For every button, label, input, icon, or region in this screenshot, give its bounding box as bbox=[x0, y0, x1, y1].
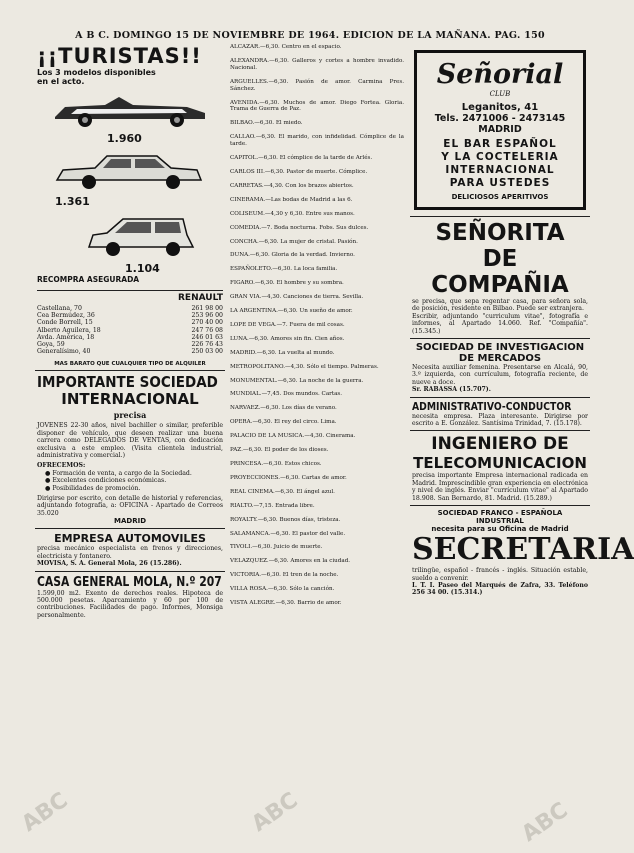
senorial-club: CLUB bbox=[489, 90, 511, 98]
secretaria-body: trilingüe, español - francés - inglés. Situación estable, sueldo a convenir. bbox=[412, 567, 588, 582]
secretaria-top-2: INDUSTRIAL bbox=[476, 517, 524, 526]
sociedad-bullet: ● Posibilidades de promoción. bbox=[45, 484, 141, 492]
ingeniero-title-2: TELECOMUNICACION bbox=[413, 454, 587, 473]
secretaria-ad bbox=[410, 506, 634, 600]
sociedad-body: JOVENES 22-30 años, nivel bachiller o similar, preferible disponer de vehículo, que deseen realizar una buena carrera como DELEGADOS DE VENTAS, con dedicación exclusiva a este empleo. (Visita clientela industrial, administrativa y comercial.) bbox=[37, 422, 223, 460]
listing-item: RIALTO.—7,15. Entrada libre. bbox=[230, 502, 315, 509]
hatchback-car-image bbox=[37, 209, 217, 261]
senorita-ad bbox=[410, 216, 590, 339]
renault-brand: RENAULT bbox=[37, 290, 223, 303]
watermark: ABC bbox=[17, 787, 73, 838]
administrativo-body: necesita empresa. Plaza interesante. Dirigirse por escrito a E. González. Santísima Trinidad, 7. (15.178). bbox=[412, 412, 588, 428]
listing-item: PAZ.—6,30. El poder de los dioses. bbox=[230, 447, 329, 454]
listing-item: CINERAMA.—Las bodas de Madrid a las 6. bbox=[230, 196, 353, 203]
secretaria-top-3: necesita para su Oficina de Madrid bbox=[431, 525, 569, 534]
listing-item: CARRETAS.—4,30. Con los brazos abiertos. bbox=[230, 182, 354, 189]
sociedad-ad bbox=[35, 371, 225, 529]
senorial-line: PARA USTEDES bbox=[449, 177, 551, 189]
senorial-lines bbox=[421, 138, 579, 190]
secretaria-contacto: I. T. I. Paseo del Marqués de Zafra, 33. Teléfono 256 34 00. (15.314.) bbox=[412, 581, 588, 597]
cinema-listings bbox=[230, 44, 404, 607]
price-2: 1.361 bbox=[55, 195, 90, 208]
ingeniero-body: precisa importante Empresa internacional radicada en Madrid. Imprescindible gran experiencia en electrónica y nivel de inglés. Enviar "currículum vitae" al Apartado 18.908. San Bernardo, 81. Madrid. (15.289.) bbox=[412, 472, 588, 502]
senorita-contacto: Escribir, adjuntando "curriculum vitae", fotografía e informes, al Apartado 14.060. Ref. "Compañía". (15.345.) bbox=[412, 312, 588, 335]
ingeniero-title-1: INGENIERO DE bbox=[431, 434, 569, 455]
listing-item: CAPITOL.—6,30. El cómplice de la tarde de Arlés. bbox=[230, 155, 373, 162]
dealer-row bbox=[37, 348, 223, 355]
page-header: A B C. DOMINGO 15 DE NOVIEMBRE DE 1964. EDICION DE LA MAÑANA. PAG. 150 bbox=[75, 30, 545, 41]
listing-item: PRINCESA.—6,30. Estos chicos. bbox=[230, 461, 322, 467]
dealer-row bbox=[37, 334, 223, 341]
dealer-phone: 253 96 00 bbox=[191, 312, 223, 320]
recompra-label: RECOMPRA ASEGURADA bbox=[37, 275, 140, 284]
senorita-body: se precisa, que sepa regentar casa, para señora sola, de posición, residente en Bilbao. Puede ser extranjera. bbox=[412, 298, 588, 313]
listing-item: METROPOLITANO.—4,30. Sólo el tiempo. Palmeras. bbox=[230, 363, 379, 370]
turistas-title: ¡¡TURISTAS!! bbox=[37, 44, 202, 68]
listing-item: BILBAO.—6,30. El miedo. bbox=[230, 120, 303, 127]
administrativo-ad bbox=[410, 398, 590, 432]
sociedad-precisa: precisa bbox=[113, 410, 147, 421]
senorial-city: MADRID bbox=[478, 124, 522, 135]
sociedad-bullet: ● Excelentes condiciones económicas. bbox=[45, 477, 167, 485]
dealer-row bbox=[37, 327, 223, 334]
listing-item: CARLOS III.—6,30. Pastor de muerte. Cómplice. bbox=[230, 168, 368, 175]
dealer-phone: 261 98 00 bbox=[191, 305, 223, 312]
dealer-phone: 246 01 63 bbox=[191, 333, 223, 341]
dealer-row bbox=[37, 341, 223, 348]
dealer-phone: 250 03 00 bbox=[191, 348, 223, 356]
listing-item: NARVAEZ.—6,30. Los días de verano. bbox=[230, 405, 337, 412]
right-column bbox=[410, 44, 634, 834]
listing-item: ALEXANDRA.—6,30. Galleros y cortes a hombre invadido. Nacional. bbox=[230, 57, 404, 71]
price-3: 1.104 bbox=[125, 262, 160, 275]
senorial-line: EL BAR ESPAÑOL bbox=[443, 138, 557, 150]
investigacion-title-2: DE MERCADOS bbox=[458, 353, 542, 365]
dealer-name: Cea Bermúdez, 36 bbox=[37, 312, 95, 320]
listing-item: LOPE DE VEGA.—7. Fuera de mil cosas. bbox=[230, 321, 345, 328]
sedan-car-image bbox=[37, 146, 217, 194]
secretaria-title: SECRETARIA bbox=[412, 532, 634, 568]
senorial-ad bbox=[414, 50, 586, 210]
listing-item: FIGARO.—6,30. El hombre y su sombra. bbox=[230, 280, 344, 287]
dealer-name: Generalísimo, 40 bbox=[37, 348, 91, 356]
ingeniero-ad bbox=[410, 431, 590, 506]
sociedad-bullet: ● Formación de venta, a cargo de la Sociedad. bbox=[45, 469, 192, 477]
turistas-ad bbox=[35, 44, 225, 371]
dealer-row bbox=[37, 319, 223, 326]
sociedad-ciudad: MADRID bbox=[114, 517, 146, 526]
price-1: 1.960 bbox=[107, 132, 142, 145]
listing-item: PALACIO DE LA MUSICA.—4,30. Cinerama. bbox=[230, 433, 356, 440]
dealer-list bbox=[37, 305, 223, 355]
senorial-address: Leganitos, 41 bbox=[461, 102, 539, 113]
dealer-name: Avda. América, 18 bbox=[37, 333, 95, 341]
dealer-phone: 270 40 00 bbox=[191, 319, 223, 327]
listing-item: COLISEUM.—4,30 y 6,30. Entre sus manos. bbox=[230, 210, 355, 217]
dealer-name: Alberto Aguilera, 18 bbox=[37, 326, 101, 334]
left-column bbox=[35, 44, 225, 834]
listing-item: VILLA ROSA.—6,30. Sólo la canción. bbox=[230, 586, 335, 593]
listing-item: CONCHA.—6,30. La mujer de cristal. Pasión. bbox=[230, 238, 358, 245]
listing-item: ALCAZAR.—6,30. Centro en el espacio. bbox=[230, 44, 342, 50]
casa-ad bbox=[35, 572, 225, 623]
senorial-tel: Tels. 2471006 - 2473145 bbox=[434, 113, 566, 124]
dealer-phone: 226 76 43 bbox=[191, 341, 223, 349]
listing-item: OPERA.—6,30. El rey del circo. Lima. bbox=[230, 419, 337, 426]
investigacion-firma: Sr. RABASSA (15.707). bbox=[412, 386, 491, 394]
listing-item: ROYALTY.—6,30. Buenos días, tristeza. bbox=[230, 516, 341, 523]
empresa-ad bbox=[35, 529, 225, 571]
convertible-car-image bbox=[37, 87, 217, 131]
listing-item: LA ARGENTINA.—6,30. Un sueño de amor. bbox=[230, 308, 353, 315]
senorial-line: INTERNACIONAL bbox=[445, 164, 555, 176]
dealer-row bbox=[37, 312, 223, 319]
watermark: ABC bbox=[247, 787, 303, 838]
turistas-footer: MAS BARATO QUE CUALQUIER TIPO DE ALQUILER bbox=[54, 361, 206, 368]
investigacion-ad bbox=[410, 339, 590, 398]
senorial-name: Señorial bbox=[436, 59, 564, 90]
listing-item: VISTA ALEGRE.—6,30. Barrio de amor. bbox=[230, 600, 342, 607]
turistas-subtitle: Los 3 modelos disponibles en el acto. bbox=[37, 68, 156, 86]
listing-item: DUNA.—6,30. Gloria de la verdad. Invierno. bbox=[230, 252, 355, 259]
senorial-line: Y LA COCTELERIA bbox=[441, 151, 559, 163]
dealer-row bbox=[37, 305, 223, 312]
empresa-contacto: MOVISA, S. A. General Mola, 26 (15.286). bbox=[37, 560, 182, 568]
casa-title: CASA GENERAL MOLA, N.º 207 bbox=[37, 574, 222, 590]
listing-item: LUNA.—6,30. Amores sin fin. Cien años. bbox=[230, 335, 345, 342]
listing-item: SALAMANCA.—6,30. El pastor del valle. bbox=[230, 530, 346, 537]
casa-body: 1.599,00 m2. Exento de derechos reales. Hipoteca de 500.000 pesetas. Aparcamiento y 60 por 100 de contribuciones. Facilidades de pago. Informes, Monsiga personalmente. bbox=[37, 589, 223, 619]
empresa-title: EMPRESA AUTOMOVILES bbox=[54, 532, 206, 546]
sociedad-title-2: INTERNACIONAL bbox=[61, 390, 199, 409]
listing-item: TIVOLI.—6,30. Juicio de muerte. bbox=[230, 544, 323, 551]
sociedad-bullets bbox=[37, 470, 223, 492]
sociedad-ofrecemos: OFRECEMOS: bbox=[37, 462, 86, 470]
dealer-name: Goya, 59 bbox=[37, 341, 65, 349]
dealer-name: Conde Borrell, 15 bbox=[37, 319, 93, 327]
senorial-aperitivos: DELICIOSOS APERITIVOS bbox=[451, 193, 549, 201]
senorita-title-1: SEÑORITA bbox=[435, 220, 565, 246]
dealer-phone: 247 76 08 bbox=[191, 326, 223, 334]
sociedad-contacto: Dirigirse por escrito, con detalle de historial y referencias, adjuntando fotografía, a: OFICINA - Apartado de Correos 35.020 bbox=[37, 495, 223, 517]
watermark: ABC bbox=[517, 797, 573, 848]
investigacion-title-1: SOCIEDAD DE INVESTIGACION bbox=[415, 342, 585, 354]
listing-item: VICTORIA.—6,30. El tren de la noche. bbox=[230, 572, 339, 579]
listing-item: PROYECCIONES.—6,30. Cartas de amor. bbox=[230, 474, 347, 481]
listing-item: ESPAÑOLETO.—6,30. La loca familia. bbox=[230, 266, 338, 273]
administrativo-title: ADMINISTRATIVO-CONDUCTOR bbox=[412, 400, 572, 413]
listing-item: CALLAO.—6,30. El marido, con infidelidad. Cómplice de la tarde. bbox=[230, 134, 404, 148]
listing-item: COMEDIA.—7. Boda nocturna. Fobs. Sus dulces. bbox=[230, 224, 369, 231]
empresa-body: precisa mecánico especialista en frenos y direcciones, electricista y fontanero. bbox=[37, 545, 223, 560]
listing-item: REAL CINEMA.—6,30. El ángel azul. bbox=[230, 488, 335, 495]
sociedad-title-1: IMPORTANTE SOCIEDAD bbox=[37, 373, 218, 392]
cinema-listings-column bbox=[230, 44, 404, 834]
dealer-name: Castellana, 70 bbox=[37, 305, 82, 312]
listing-item: MUNDIAL.—7,45. Dos mundos. Cartas. bbox=[230, 391, 343, 398]
secretaria-top-1: SOCIEDAD FRANCO - ESPAÑOLA bbox=[437, 509, 563, 518]
senorita-title-2: DE COMPAÑIA bbox=[431, 246, 569, 298]
listing-item: MADRID.—6,30. La vuelta al mundo. bbox=[230, 349, 335, 356]
listing-item: VELAZQUEZ.—6,30. Amores en la ciudad. bbox=[230, 558, 351, 565]
listing-item: MONUMENTAL.—6,30. La noche de la guerra. bbox=[230, 377, 364, 384]
listing-item: AVENIDA.—6,30. Muchos de amor. Diego Fortea. Gloria. Trama de Guerra de Paz. bbox=[230, 99, 404, 113]
listing-item: GRAN VIA.—4,30. Canciones de tierra. Sevilla. bbox=[230, 294, 364, 301]
investigacion-body: Necesita auxiliar femenina. Presentarse en Alcalá, 90, 3.º izquierda, con currículum, fotografía reciente, de nueve a doce. bbox=[412, 364, 588, 386]
listing-item: ARGUELLES.—6,30. Pasión de amor. Carmina Pres. Sánchez. bbox=[230, 78, 404, 92]
